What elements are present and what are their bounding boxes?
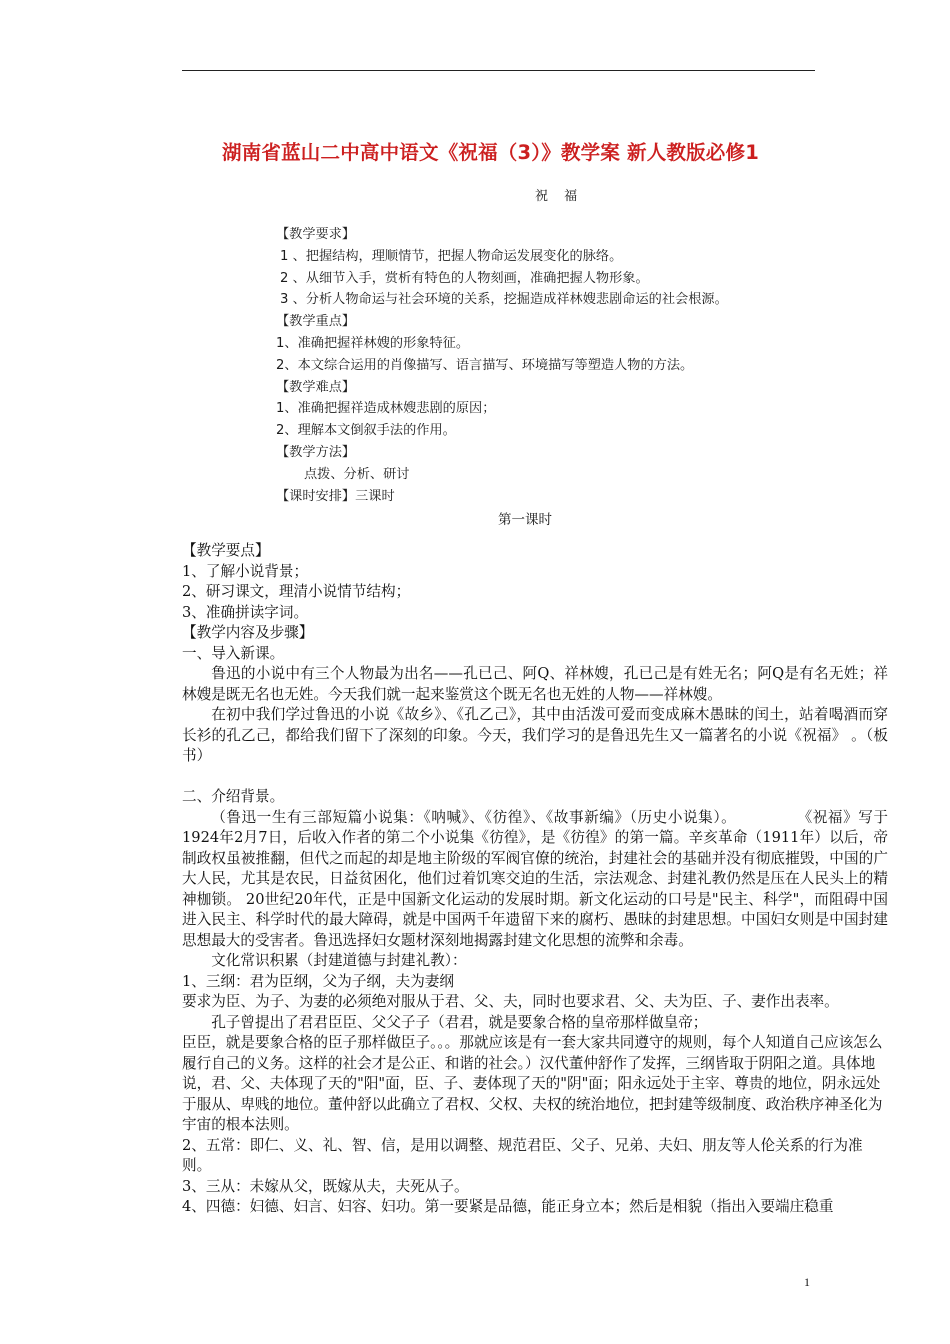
lesson-title: 第一课时 — [498, 512, 552, 528]
key-point-item: 2、本文综合运用的肖像描写、语言描写、环境描写等塑造人物的方法。 — [276, 357, 694, 373]
key-point-item: 1、准确把握祥林嫂的形象特征。 — [276, 335, 470, 351]
list-item: 3、三从：未嫁从父，既嫁从夫，夫死从子。 — [182, 1177, 469, 1195]
points-heading: 【教学要点】 — [182, 542, 270, 559]
schedule-line: 【课时安排】三课时 — [276, 488, 395, 504]
paragraph: （鲁迅一生有三部短篇小说集：《呐喊》、《彷徨》、《故事新编》（历史小说集）。 《祝福》写于1924年2月7日，后收入作者的第二个小说集《彷徨》，是《彷徨》的第一篇。辛亥革命（1911年）以后，帝制政权虽被推翻，但代之而起的却是地主阶级的军阀官僚的统治，封建社会的基础并没有彻底摧毁，中国的广大人民，尤其是农民，日益贫困化，他们过着饥寒交迫的生活，宗法观念、封建礼教仍然是压在人民头上的精神枷锁。 20世纪20年代，正是中国新文化运动的发展时期。新文化运动的口号是"民主、科学"，而阻碍中国进入民主、科学时代的最大障碍，就是中国两千年遗留下来的腐朽、愚昧的封建思想。中国妇女则是中国封建思想最大的受害者。鲁迅选择妇女题材深刻地揭露封建文化思想的流弊和余毒。 — [182, 808, 888, 949]
difficulty-item: 1、准确把握祥造成林嫂悲剧的原因； — [276, 401, 496, 417]
methods-heading: 【教学方法】 — [276, 444, 356, 460]
difficulty-item: 2、理解本文倒叙手法的作用。 — [276, 423, 456, 439]
list-item: 4、四德：妇德、妇言、妇容、妇功。第一要紧是品德，能正身立本；然后是相貌（指出入要端庄稳重 — [182, 1198, 834, 1215]
teaching-plan-block — [276, 224, 796, 507]
step-heading: 一、导入新课。 — [182, 644, 285, 662]
requirements-heading: 【教学要求】 — [276, 227, 356, 242]
paragraph: 在初中我们学过鲁迅的小说《故乡》、《孔乙己》，其中由活泼可爱而变成麻木愚昧的闰土，站着喝酒而穿长衫的孔乙己，都给我们留下了深刻的印象。今天，我们学习的是鲁迅先生又一篇著名的小说《祝福》 。（板书） — [182, 706, 888, 764]
list-item: 1、三纲：君为臣纲，父为子纲，夫为妻纲 — [182, 972, 454, 990]
point-item: 3、准确拼读字词。 — [182, 603, 309, 621]
difficulties-heading: 【教学难点】 — [276, 379, 356, 395]
requirement-item: 2 、从细节入手，赏析有特色的人物刻画，准确把握人物形象。 — [280, 270, 649, 286]
point-item: 1、了解小说背景； — [182, 562, 309, 580]
header-rule — [182, 70, 815, 71]
spacer — [182, 767, 888, 788]
requirement-item: 1 、把握结构，理顺情节，把握人物命运发展变化的脉络。 — [280, 248, 623, 264]
paragraph: 鲁迅的小说中有三个人物最为出名——孔已己、阿Q、祥林嫂，孔已己是有姓无名；阿Q是有名无姓；祥林嫂是既无名也无姓。今天我们就一起来鉴赏这个既无名也无姓的人物——祥林嫂。 — [182, 665, 888, 703]
paragraph: 臣臣，就是要象合格的臣子那样做臣子。。。那就应该是有一套大家共同遵守的规则，每个人知道自己应该怎么履行自己的义务。这样的社会才是公正、和谐的社会。）汉代董仲舒作了发挥，三纲皆取于阴阳之道。具体地说，君、父、夫体现了天的"阳"面，臣、子、妻体现了天的"阴"面；阳永远处于主宰、尊贵的地位，阴永远处于服从、卑贱的地位。董仲舒以此确立了君权、父权、夫权的统治地位，把封建等级制度、政治秩序神圣化为宇宙的根本法则。 — [182, 1034, 883, 1133]
step-heading: 二、介绍背景。 — [182, 788, 285, 805]
document-subtitle: 祝 福 — [535, 189, 584, 204]
paragraph: 文化常识积累（封建道德与封建礼教）： — [211, 952, 467, 969]
paragraph: 要求为臣、为子、为妻的必须绝对服从于君、父、夫，同时也要求君、父、夫为臣、子、妻作出表率。 — [182, 993, 839, 1010]
list-item: 2、五常：即仁、义、礼、智、信，是用以调整、规范君臣、父子、兄弟、夫妇、朋友等人伦关系的行为准则。 — [182, 1136, 863, 1174]
point-item: 2、研习课文，理清小说情节结构； — [182, 583, 411, 600]
document-title: 湖南省蓝山二中高中语文《祝福（3）》教学案 新人教版必修1 — [222, 141, 759, 164]
lesson-body — [182, 541, 888, 1218]
key-points-heading: 【教学重点】 — [276, 314, 356, 330]
methods-text: 点拨、分析、研讨 — [304, 466, 410, 482]
content-heading: 【教学内容及步骤】 — [182, 624, 314, 641]
page-number: 1 — [804, 1275, 810, 1289]
requirement-item: 3 、分析人物命运与社会环境的关系，挖掘造成祥林嫂悲剧命运的社会根源。 — [280, 292, 728, 308]
paragraph: 孔子曾提出了君君臣臣、父父子子（君君，就是要象合格的皇帝那样做皇帝； — [211, 1013, 708, 1031]
